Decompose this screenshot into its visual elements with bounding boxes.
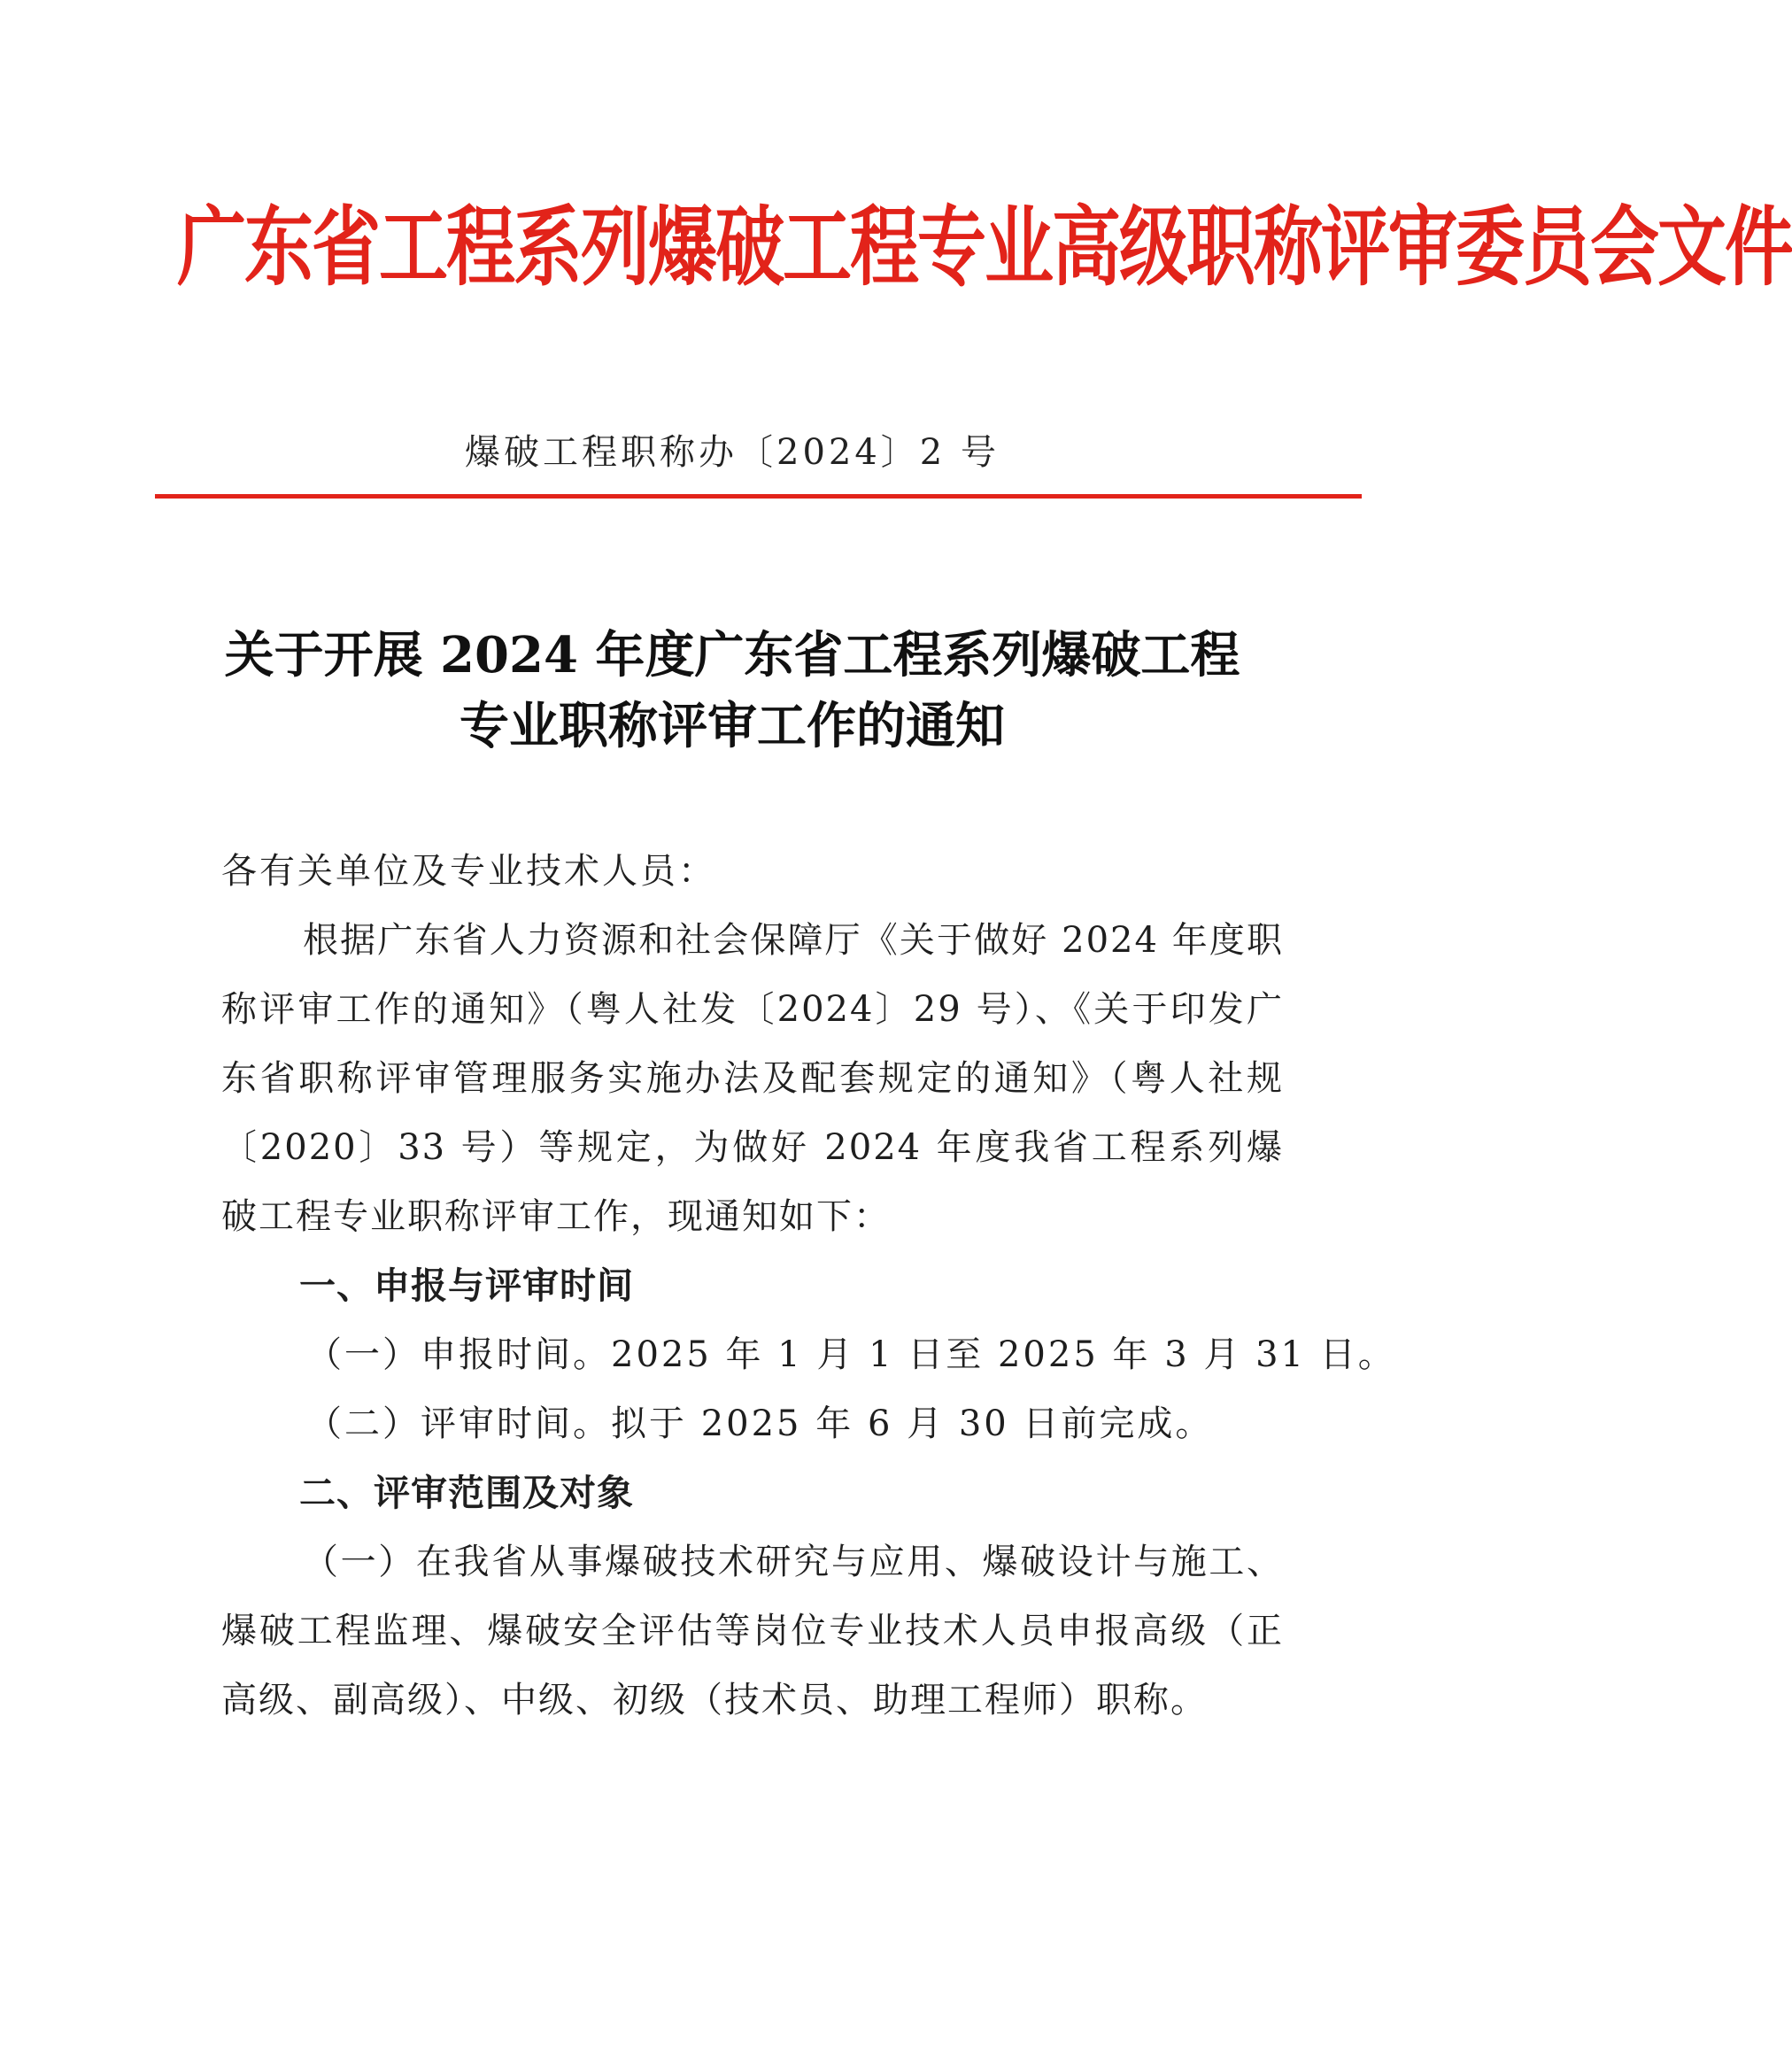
document-body: [221, 837, 1396, 1735]
title-line-1: 关于开展 2024 年度广东省工程系列爆破工程: [224, 626, 1240, 684]
section-heading-1: 一、申报与评审时间: [299, 1264, 634, 1307]
red-divider-rule: [155, 494, 1362, 499]
section-2-paragraph: （一）在我省从事爆破技术研究与应用、爆破设计与施工、爆破工程监理、爆破安全评估等岗位专业技术人员申报高级（正高级、副高级）、中级、初级（技术员、助理工程师）职称。: [221, 1542, 1284, 1720]
section-1-item-2: （二）评审时间。拟于 2025 年 6 月 30 日前完成。: [306, 1403, 1214, 1444]
salutation: 各有关单位及专业技术人员：: [221, 851, 716, 892]
section-1-item-1: （一）申报时间。2025 年 1 月 1 日至 2025 年 3 月 31 日。: [306, 1334, 1396, 1375]
issuer-header: 广东省工程系列爆破工程专业高级职称评审委员会文件: [177, 198, 1792, 298]
section-heading-2: 二、评审范围及对象: [299, 1472, 634, 1514]
title-line-2: 专业职称评审工作的通知: [460, 697, 1005, 755]
document-number: 爆破工程职称办〔2024〕2 号: [465, 432, 1000, 473]
document-title: [133, 620, 1332, 762]
intro-paragraph: 根据广东省人力资源和社会保障厅《关于做好 2024 年度职称评审工作的通知》（粤人社发〔2024〕29 号）、《关于印发广东省职称评审管理服务实施办法及配套规定的通知》（粤人社规〔2020〕33 号）等规定，为做好 2024 年度我省工程系列爆破工程专业职称评审工作，现通知如下：: [221, 920, 1284, 1237]
